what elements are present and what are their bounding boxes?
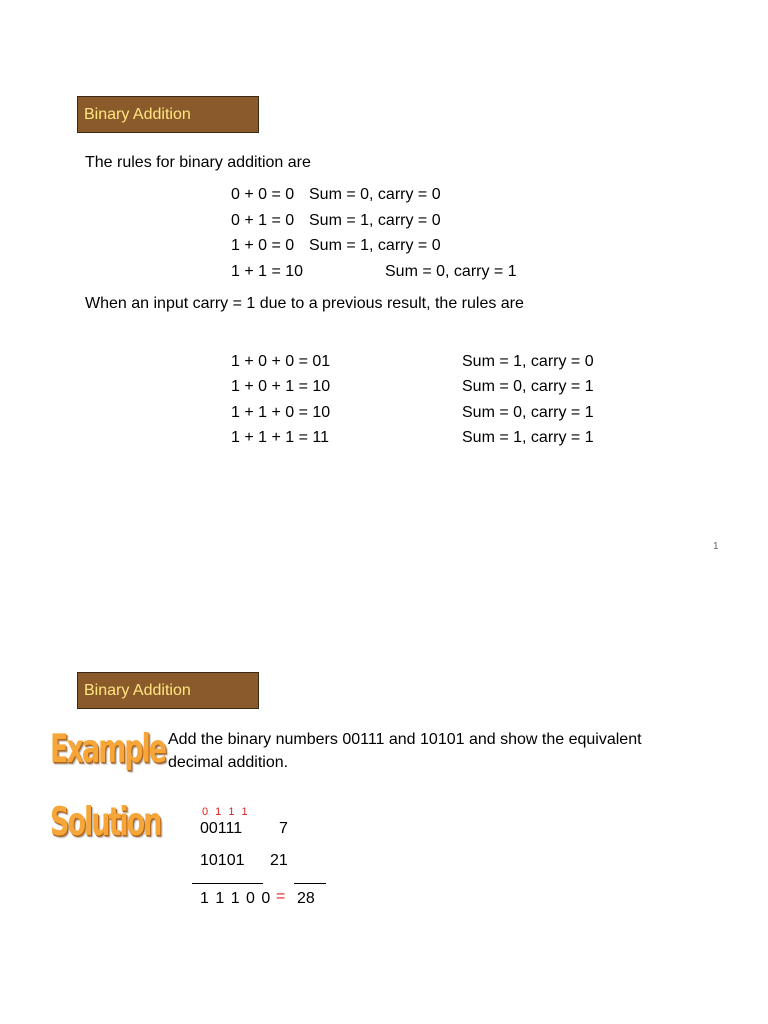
addend1-decimal: 7 (279, 820, 288, 837)
carry-rule-result-3: Sum = 0, carry = 1 (462, 404, 594, 421)
problem-line-1: Add the binary numbers 00111 and 10101 and show the equivalent (168, 731, 642, 748)
carry-rule-result-4: Sum = 1, carry = 1 (462, 429, 594, 446)
problem-line-2: decimal addition. (168, 754, 289, 771)
carry-rule-expr-4: 1 + 1 + 1 = 11 (231, 429, 330, 446)
solution-badge: Solution (50, 800, 161, 845)
equals-sign: = (276, 888, 286, 905)
example-badge: Example (50, 727, 166, 772)
rules-intro: The rules for binary addition are (85, 154, 311, 171)
carry-rule-result-2: Sum = 0, carry = 1 (462, 378, 594, 395)
rule-expr-2: 0 + 1 = 0 (231, 212, 295, 229)
carry-rule-expr-3: 1 + 1 + 0 = 10 (231, 404, 331, 421)
addend2-decimal: 21 (270, 852, 288, 869)
carry-digits: 0 1 1 1 (202, 806, 250, 818)
carry-rule-expr-2: 1 + 0 + 1 = 10 (231, 378, 331, 395)
addend1-binary: 00111 (200, 820, 243, 837)
rule-expr-3: 1 + 0 = 0 (231, 237, 295, 254)
carry-rules-intro: When an input carry = 1 due to a previous result, the rules are (85, 295, 524, 312)
rule-result-1: Sum = 0, carry = 0 (309, 186, 441, 203)
rule-expr-4: 1 + 1 = 10 (231, 263, 304, 280)
rule-expr-1: 0 + 0 = 0 (231, 186, 295, 203)
slide1-title: Binary Addition (77, 96, 259, 133)
rule-result-4: Sum = 0, carry = 1 (385, 263, 517, 280)
sum-binary: 1 1 1 0 0 (200, 890, 272, 907)
binary-sum-line (192, 883, 263, 884)
rule-result-3: Sum = 1, carry = 0 (309, 237, 441, 254)
addend2-binary: 10101 (200, 852, 245, 869)
rule-result-2: Sum = 1, carry = 0 (309, 212, 441, 229)
decimal-sum-line (294, 883, 326, 884)
sum-decimal: 28 (297, 890, 315, 907)
page-number: 1 (713, 541, 719, 552)
carry-rule-expr-1: 1 + 0 + 0 = 01 (231, 353, 331, 370)
carry-rule-result-1: Sum = 1, carry = 0 (462, 353, 594, 370)
slide2-title: Binary Addition (77, 672, 259, 709)
